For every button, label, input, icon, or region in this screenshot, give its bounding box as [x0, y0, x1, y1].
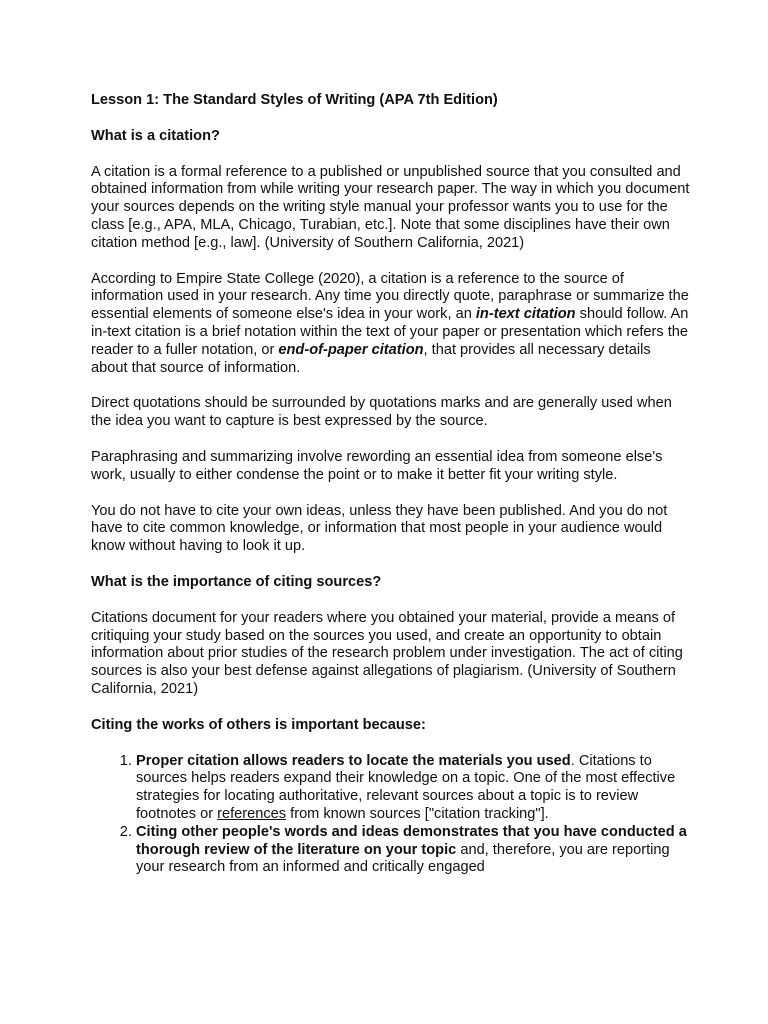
list-item-text: from known sources ["citation tracking"].: [286, 805, 549, 822]
list-item-bold-lead: Citing other people's words and ideas demonstrates that you have conducted a thorough review of the literature on your topic: [136, 823, 687, 858]
section-heading-what-is-citation: What is a citation?: [91, 127, 220, 144]
paragraph-citation-definition: A citation is a formal reference to a published or unpublished source that you consulted and obtained information from while writing your research paper. The way in which you document your sources depends on the writing style manual your professor wants you to use for the class [e.g., APA, MLA, Chicago, Turabian, etc.]. Note that some disciplines have their own citation method [e.g., law]. (University of Southern California, 2021): [91, 163, 690, 251]
paragraph-citations-document: Citations document for your readers where you obtained your material, provide a means of critiquing your study based on the sources you used, and create an opportunity to obtain information about prior studies of the research problem under investigation. The act of citing sources is also your best defense against allegations of plagiarism. (University of Southern California, 2021): [91, 609, 683, 697]
list-item-text: . Citations to sources helps readers expand their knowledge on a topic. One of the most effective strategies for locating authoritative, relevant sources about a topic is to review footnotes or: [136, 752, 676, 822]
reasons-list: [91, 753, 691, 878]
paragraph-own-ideas: You do not have to cite your own ideas, unless they have been published. And you do not have to cite common knowledge, or information that most people in your audience would know without having to look it up.: [91, 502, 668, 555]
term-end-of-paper-citation: end-of-paper citation: [278, 341, 424, 358]
list-item-text: and, therefore, you are reporting your research from an informed and critically engaged: [136, 841, 670, 876]
paragraph-text: , that provides all necessary details about that source of information.: [91, 341, 651, 376]
list-item: [136, 824, 691, 877]
section-heading-importance: What is the importance of citing sources?: [91, 573, 382, 590]
list-item: [136, 753, 691, 824]
section-heading-citing-works: Citing the works of others is important because:: [91, 716, 426, 733]
paragraph-direct-quotations: Direct quotations should be surrounded by quotations marks and are generally used when the idea you want to capture is best expressed by the source.: [91, 395, 672, 430]
paragraph-paraphrasing: Paraphrasing and summarizing involve rewording an essential idea from someone else's work, usually to either condense the point or to make it better fit your writing style.: [91, 448, 663, 483]
document-title: Lesson 1: The Standard Styles of Writing (APA 7th Edition): [91, 92, 498, 108]
list-item-bold-lead: Proper citation allows readers to locate the materials you used: [136, 752, 571, 769]
term-in-text-citation: in-text citation: [475, 306, 576, 323]
document-page: [91, 92, 691, 877]
references-link[interactable]: references: [217, 805, 287, 822]
paragraph-text: According to Empire State College (2020), a citation is a reference to the source of information used in your research. Any time you directly quote, paraphrase or summarize the essential elements of someone else's idea in your work, an: [91, 270, 689, 323]
paragraph-text: should follow. An in-text citation is a brief notation within the text of your paper or presentation which refers the reader to a fuller notation, or: [91, 306, 689, 358]
paragraph-empire-state: [91, 271, 691, 378]
